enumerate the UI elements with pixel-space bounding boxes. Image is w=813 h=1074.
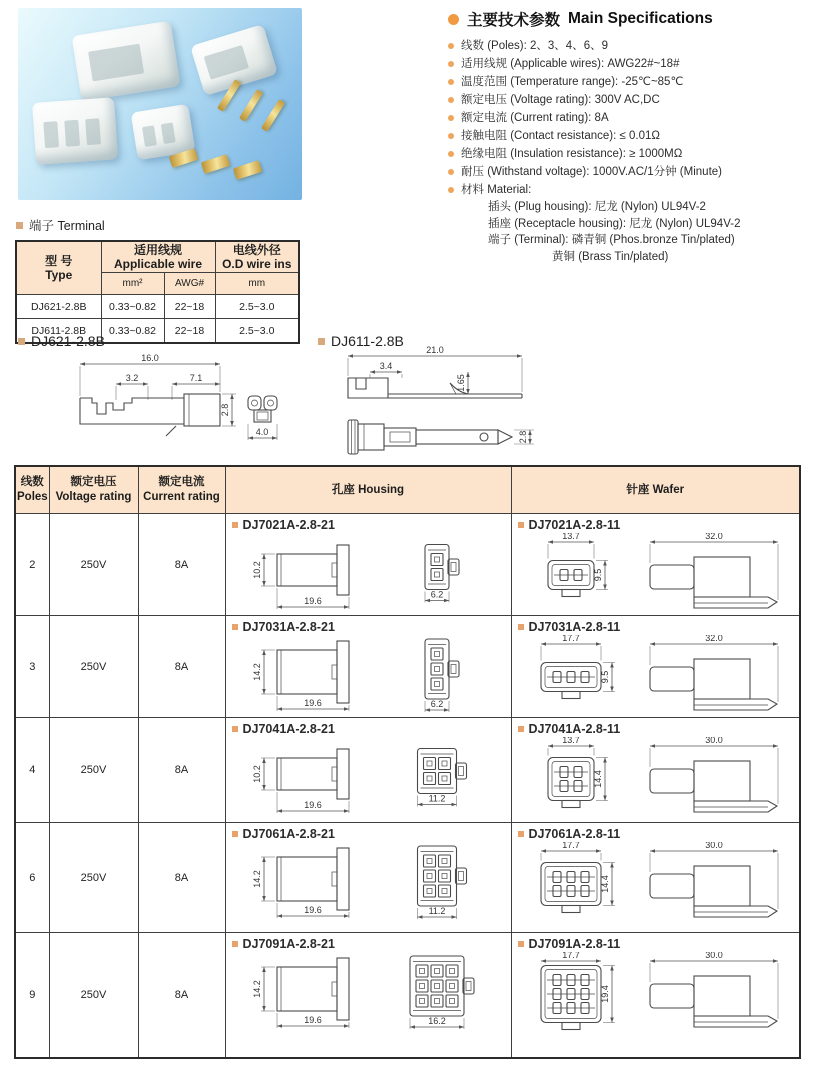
dj611-drawing [316, 344, 570, 462]
terminal-section-label [16, 216, 105, 234]
dj611-label-text: DJ611-2.8B [331, 333, 404, 349]
dim-label: 17.7 [562, 635, 581, 643]
spec-item [448, 55, 808, 73]
housing-side-drawing [249, 952, 375, 1032]
square-bullet-icon [232, 941, 238, 947]
housing-cell [225, 616, 511, 718]
dim-label: 16.2 [428, 1016, 446, 1026]
part-number-label [232, 517, 505, 533]
drawing-zone [232, 737, 505, 817]
wafer-side-drawing [644, 737, 784, 817]
current-cell: 8A [138, 933, 225, 1058]
dim-label: 10.2 [252, 561, 262, 579]
dj621-drawing [28, 350, 292, 454]
square-bullet-icon [16, 222, 23, 229]
wafer-cell [511, 823, 800, 933]
dim-label: 6.2 [430, 589, 444, 600]
wafer-cell [511, 616, 800, 718]
dim-label: 14.4 [600, 875, 611, 893]
drawing-zone [232, 533, 505, 613]
dim-label: 1.65 [456, 374, 466, 392]
mm2-cell: 0.33~0.82 [101, 295, 164, 319]
wafer-front-drawing [526, 737, 634, 817]
housing-side-drawing [249, 533, 375, 613]
spec-item-text: 绝缘电阻 (Insulation resistance): ≥ 1000MΩ [461, 148, 683, 160]
spec-item-text: 额定电流 (Current rating): 8A [461, 112, 609, 124]
connector-housing-image [32, 97, 118, 165]
part-number-label [232, 619, 505, 635]
terminal-subcol-mm: mm [215, 273, 299, 295]
dim-label: 14.4 [593, 770, 604, 788]
connector-housing-image [71, 21, 180, 102]
housing-front-drawing [401, 952, 487, 1032]
part-number: DJ7031A-2.8-11 [528, 620, 621, 634]
dim-label: 9.5 [600, 670, 611, 684]
part-number-label [518, 936, 794, 952]
main-specifications [448, 8, 808, 265]
terminal-table-row [16, 295, 299, 319]
terminal-pin-image [239, 89, 263, 122]
dim-label: 32.0 [705, 533, 724, 541]
square-bullet-icon [232, 522, 238, 528]
terminal-receptacle-image [233, 160, 262, 180]
dim-label: 4.0 [255, 427, 269, 437]
dj621-label-text: DJ621-2.8B [31, 333, 105, 349]
spec-item-text: 适用线规 (Applicable wires): AWG22#~18# [461, 58, 680, 70]
main-table-row [15, 823, 800, 933]
part-number-label [518, 826, 794, 842]
material-line: 插头 (Plug housing): 尼龙 (Nylon) UL94V-2 [488, 201, 706, 213]
dim-label: 16.0 [141, 353, 159, 363]
wafer-front-drawing [526, 842, 634, 922]
spec-item [448, 73, 808, 91]
dim-label: 2.8 [220, 403, 230, 417]
spec-item [448, 37, 808, 55]
specs-list [448, 37, 808, 265]
dim-label: 19.6 [304, 596, 322, 606]
main-table-row [15, 933, 800, 1058]
housing-front-drawing [401, 842, 487, 922]
awg-cell: 22~18 [164, 319, 215, 344]
part-number-label [232, 721, 505, 737]
spec-item [448, 145, 808, 163]
part-number: DJ7061A-2.8-11 [528, 827, 621, 841]
terminal-subcol-mm2: mm² [101, 273, 164, 295]
material-line: 端子 (Terminal): 磷青铜 (Phos.bronze Tin/plated) [488, 234, 735, 246]
dim-label: 2.8 [518, 430, 528, 444]
orange-dot-icon [448, 43, 454, 49]
dim-label: 9.5 [593, 568, 604, 582]
part-number-label [518, 517, 794, 533]
dim-label: 19.4 [600, 985, 611, 1003]
material-line: 黄铜 (Brass Tin/plated) [552, 250, 669, 263]
type-cell: DJ621-2.8B [16, 295, 101, 319]
terminal-receptacle-image [201, 154, 230, 174]
wafer-side-drawing [644, 533, 784, 613]
voltage-cell: 250V [49, 718, 138, 823]
spec-item-text: 线数 (Poles): 2、3、4、6、9 [461, 40, 608, 52]
part-number: DJ7031A-2.8-21 [242, 620, 335, 634]
voltage-cell: 250V [49, 823, 138, 933]
voltage-cell: 250V [49, 933, 138, 1058]
part-number: DJ7021A-2.8-21 [242, 518, 335, 532]
housing-side-drawing [249, 737, 375, 817]
dj621-label [18, 333, 105, 349]
housing-cell [225, 718, 511, 823]
drawing-zone [232, 952, 505, 1032]
dim-label: 17.7 [562, 952, 581, 960]
dim-label: 21.0 [426, 345, 444, 355]
part-number: DJ7091A-2.8-21 [242, 937, 335, 951]
main-table [14, 465, 801, 1059]
col-header-voltage: 额定电压 Voltage rating [49, 466, 138, 514]
dim-label: 11.2 [428, 793, 446, 804]
terminal-section-label-text: 端子 Terminal [29, 219, 105, 233]
dim-label: 30.0 [705, 842, 724, 850]
spec-item [448, 127, 808, 145]
housing-front-drawing [401, 635, 487, 715]
wafer-front-drawing [526, 952, 634, 1032]
dim-label: 3.4 [379, 361, 393, 371]
dim-label: 11.2 [428, 906, 446, 916]
wafer-cell [511, 718, 800, 823]
awg-cell: 22~18 [164, 295, 215, 319]
orange-dot-icon [448, 14, 459, 25]
square-bullet-icon [518, 941, 524, 947]
square-bullet-icon [518, 831, 524, 837]
spec-item-text: 额定电压 (Voltage rating): 300V AC,DC [461, 94, 660, 106]
drawing-zone [518, 533, 794, 613]
poles-cell: 3 [15, 616, 49, 718]
current-cell: 8A [138, 823, 225, 933]
drawing-zone [518, 952, 794, 1032]
product-photo [18, 8, 302, 200]
housing-cell [225, 933, 511, 1058]
poles-cell: 9 [15, 933, 49, 1058]
spec-item-text: 接触电阻 (Contact resistance): ≤ 0.01Ω [461, 130, 660, 142]
orange-dot-icon [448, 79, 454, 85]
orange-dot-icon [448, 187, 454, 193]
square-bullet-icon [232, 726, 238, 732]
housing-front-drawing [401, 533, 487, 613]
drawing-zone [518, 842, 794, 922]
wafer-cell [511, 933, 800, 1058]
main-table-row [15, 514, 800, 616]
housing-cell [225, 823, 511, 933]
dim-label: 10.2 [252, 765, 262, 783]
wafer-front-drawing [526, 533, 634, 613]
dim-label: 14.2 [252, 663, 262, 681]
col-header-housing: 孔座 Housing [225, 466, 511, 514]
material-line: 插座 (Receptacle housing): 尼龙 (Nylon) UL94V-2 [488, 217, 741, 230]
dim-label: 19.6 [304, 1015, 322, 1025]
type-cell: DJ611-2.8B [16, 319, 101, 344]
wafer-side-drawing [644, 952, 784, 1032]
spec-item [448, 109, 808, 127]
drawing-zone [232, 842, 505, 922]
part-number: DJ7041A-2.8-11 [528, 722, 621, 736]
spec-item-text: 材料 Material: [461, 184, 532, 196]
terminal-col-type: 型 号 Type [16, 241, 101, 295]
drawing-zone [232, 635, 505, 715]
part-number-label [518, 721, 794, 737]
dim-label: 30.0 [705, 952, 724, 960]
dim-label: 19.6 [304, 800, 322, 810]
square-bullet-icon [232, 831, 238, 837]
housing-side-drawing [249, 635, 375, 715]
part-number: DJ7021A-2.8-11 [528, 518, 621, 532]
poles-cell: 2 [15, 514, 49, 616]
voltage-cell: 250V [49, 616, 138, 718]
housing-side-drawing [249, 842, 375, 922]
spec-item [448, 163, 808, 181]
dim-label: 6.2 [430, 699, 444, 709]
dim-label: 13.7 [562, 737, 581, 745]
part-number-label [232, 826, 505, 842]
drawing-zone [518, 635, 794, 715]
dim-label: 19.6 [304, 905, 322, 915]
wafer-side-drawing [644, 635, 784, 715]
main-table-body [15, 514, 800, 1058]
part-number-label [232, 936, 505, 952]
current-cell: 8A [138, 718, 225, 823]
housing-cell [225, 514, 511, 616]
square-bullet-icon [232, 624, 238, 630]
spec-item-text: 温度范围 (Temperature range): -25℃~85℃ [461, 76, 684, 88]
specs-title [448, 8, 808, 30]
dim-label: 14.2 [252, 870, 262, 888]
square-bullet-icon [518, 522, 524, 528]
orange-dot-icon [448, 61, 454, 67]
specs-title-en: Main Specifications [568, 10, 713, 27]
orange-dot-icon [448, 151, 454, 157]
orange-dot-icon [448, 169, 454, 175]
terminal-col-od: 电线外径 O.D wire ins [215, 241, 299, 273]
od-cell: 2.5~3.0 [215, 295, 299, 319]
poles-cell: 6 [15, 823, 49, 933]
dim-label: 17.7 [562, 842, 581, 850]
wafer-cell [511, 514, 800, 616]
voltage-cell: 250V [49, 514, 138, 616]
square-bullet-icon [18, 338, 25, 345]
housing-front-drawing [401, 737, 487, 817]
dim-label: 19.6 [304, 698, 322, 708]
dim-label: 13.7 [562, 533, 581, 541]
poles-cell: 4 [15, 718, 49, 823]
specs-title-zh: 主要技术参数 [467, 12, 561, 29]
current-cell: 8A [138, 514, 225, 616]
orange-dot-icon [448, 115, 454, 121]
terminal-pin-image [261, 99, 285, 132]
part-number-label [518, 619, 794, 635]
square-bullet-icon [518, 624, 524, 630]
dim-label: 32.0 [705, 635, 724, 643]
col-header-current: 额定电流 Current rating [138, 466, 225, 514]
col-header-poles: 线数 Poles [15, 466, 49, 514]
main-table-row [15, 616, 800, 718]
current-cell: 8A [138, 616, 225, 718]
terminal-col-wire: 适用线规 Applicable wire [101, 241, 215, 273]
orange-dot-icon [448, 133, 454, 139]
col-header-wafer: 针座 Wafer [511, 466, 800, 514]
dim-label: 3.2 [125, 373, 139, 383]
dim-label: 30.0 [705, 737, 724, 745]
wafer-front-drawing [526, 635, 634, 715]
part-number: DJ7091A-2.8-11 [528, 937, 621, 951]
od-cell: 2.5~3.0 [215, 319, 299, 344]
mm2-cell: 0.33~0.82 [101, 319, 164, 344]
dim-label: 7.1 [189, 373, 203, 383]
dim-label: 14.2 [252, 980, 262, 998]
wafer-side-drawing [644, 842, 784, 922]
main-table-row [15, 718, 800, 823]
spec-item [448, 91, 808, 109]
orange-dot-icon [448, 97, 454, 103]
part-number: DJ7061A-2.8-21 [242, 827, 335, 841]
drawing-zone [518, 737, 794, 817]
part-number: DJ7041A-2.8-21 [242, 722, 335, 736]
spec-item [448, 181, 808, 199]
spec-item-text: 耐压 (Withstand voltage): 1000V.AC/1分钟 (Minute) [461, 166, 722, 178]
terminal-subcol-awg: AWG# [164, 273, 215, 295]
terminal-table [15, 240, 300, 344]
square-bullet-icon [518, 726, 524, 732]
